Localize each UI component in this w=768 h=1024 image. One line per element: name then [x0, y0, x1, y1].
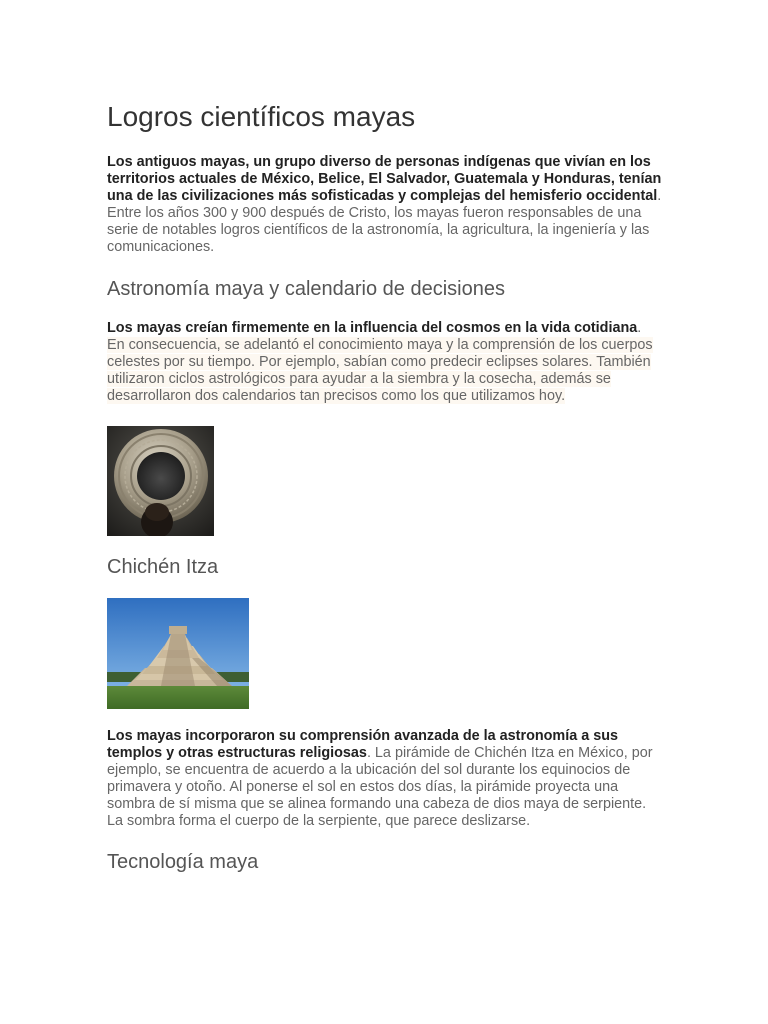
intro-bold-text: Los antiguos mayas, un grupo diverso de personas indígenas que vivían en los territorios actuales de México, Belice, El Salvador, Guatemala y Honduras, tenían una de las civilizaciones más sofisticadas y complejas del hemisferio occidental [107, 154, 662, 204]
calendar-stone-image [107, 426, 214, 536]
intro-paragraph [107, 154, 662, 256]
astronomy-period: . [637, 320, 642, 336]
section-heading-technology: Tecnología maya [107, 851, 259, 873]
section-heading-chichen-itza: Chichén Itza [107, 556, 219, 578]
chichen-itza-bold-text: Los mayas incorporaron su comprensión avanzada de la astronomía a sus templos y otras estructuras religiosas [107, 728, 619, 761]
astronomy-text: En consecuencia, se adelantó el conocimiento maya y la comprensión de los cuerpos celestes por su tiempo. Por ejemplo, sabían como predecir eclipses solares. También utilizaron ciclos astrológicos para ayudar a la siembra y la cosecha, además se desarrollaron dos calendarios tan precisos como los que utilizamos hoy. [107, 337, 653, 404]
chichen-itza-pyramid-image [107, 598, 249, 709]
section-heading-astronomy: Astronomía maya y calendario de decisiones [107, 278, 505, 300]
intro-text: . Entre los años 300 y 900 después de Cristo, los mayas fueron responsables de una serie de notables logros científicos de la astronomía, la agricultura, la ingeniería y las comunicaciones. [107, 188, 662, 255]
chichen-itza-text: . La pirámide de Chichén Itza en México, por ejemplo, se encuentra de acuerdo a la ubicación del sol durante los equinocios de primavera y otoño. Al ponerse el sol en estos dos días, la pirámide proyecta una sombra de sí misma que se alinea formando una cabeza de dios maya de serpiente. La sombra forma el cuerpo de la serpiente, que parece deslizarse. [107, 745, 653, 829]
page-title: Logros científicos mayas [107, 101, 416, 132]
astronomy-paragraph [107, 320, 662, 405]
chichen-itza-paragraph [107, 728, 662, 830]
astronomy-bold-text: Los mayas creían firmemente en la influencia del cosmos en la vida cotidiana [107, 320, 638, 336]
